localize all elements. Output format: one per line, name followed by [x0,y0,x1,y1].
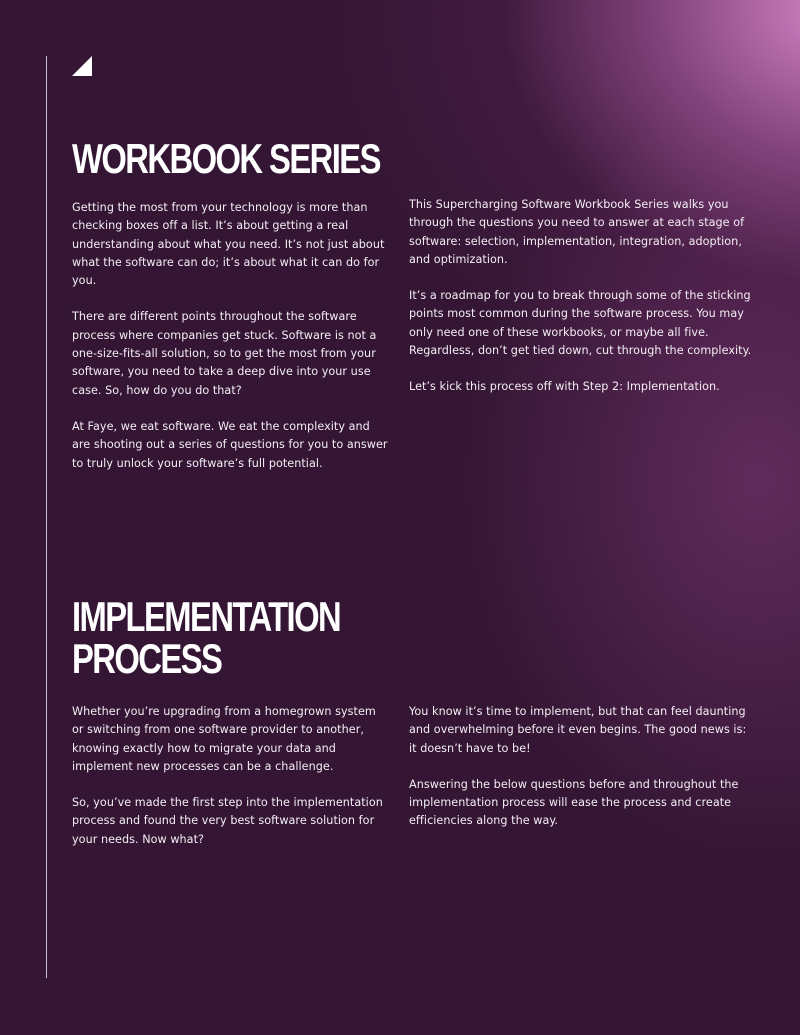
workbook-series-heading: WORKBOOK SERIES [72,135,380,182]
paragraph: You know it’s time to implement, but that can feel daunting and overwhelming before it even begins. The good news is: it doesn’t have to be! [409,705,747,755]
paragraph: At Faye, we eat software. We eat the complexity and are shooting out a series of questions for you to answer to truly unlock your software’s full potential. [72,419,388,470]
workbook-series-left-column [72,199,388,491]
triangle-corner-icon [72,56,92,76]
implementation-left-column [72,703,388,867]
workbook-series-right-column [409,196,754,415]
paragraph: Let’s kick this process off with Step 2: Implementation. [409,380,720,394]
paragraph: There are different points throughout the software process where companies get stuck. Software is not a one-size-fits-all solution, so to get the most from your software, you need to take a deep dive into your use case. So, how do you do that? [72,310,377,397]
vertical-divider-line [46,56,47,978]
paragraph: Answering the below questions before and throughout the implementation process will ease the process and create efficiencies along the way. [409,777,739,828]
implementation-process-heading [72,593,341,682]
paragraph: So, you’ve made the first step into the implementation process and found the very best software solution for your needs. Now what? [72,796,383,846]
paragraph: Getting the most from your technology is more than checking boxes off a list. It’s about getting a real understanding about what you need. It’s not just about what the software can do; it’s about what it can do for you. [72,201,385,288]
paragraph: Whether you’re upgrading from a homegrown system or switching from one software provider to another, knowing exactly how to migrate your data and implement new processes can be a challenge. [72,705,376,773]
paragraph: This Supercharging Software Workbook Series walks you through the questions you need to answer at each stage of software: selection, implementation, integration, adoption, and optimization. [409,198,745,266]
paragraph: It’s a roadmap for you to break through some of the sticking points most common during the software process. You may only need one of these workbooks, or maybe all five. Regardless, don’t get tied down, cut through the complexity. [409,289,752,358]
heading-line: IMPLEMENTATION [72,593,341,640]
heading-line: PROCESS [72,635,222,682]
implementation-right-column [409,703,754,849]
